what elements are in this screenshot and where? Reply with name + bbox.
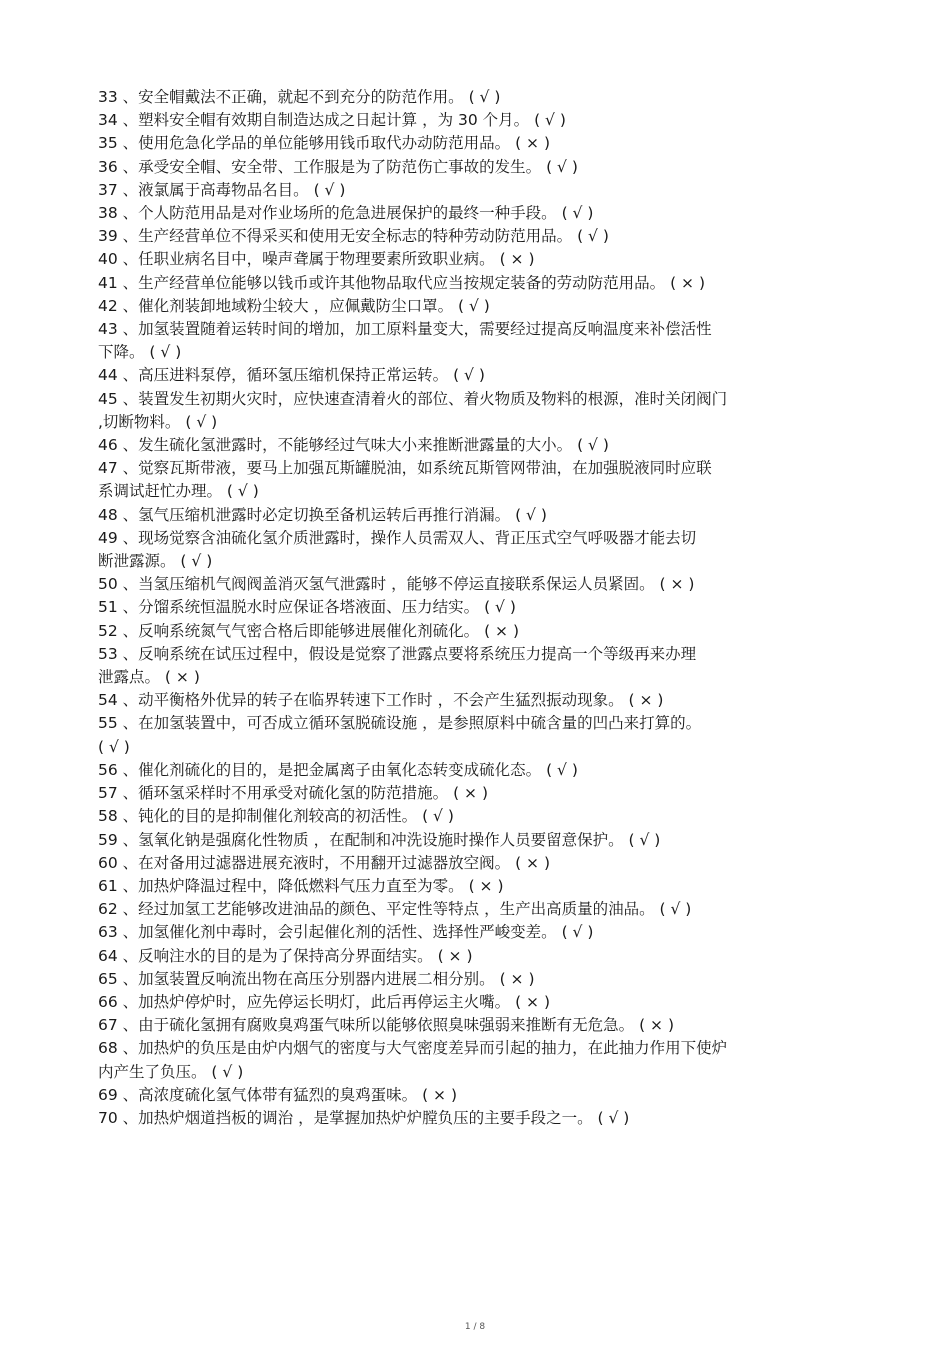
text-line: 63 、加氢催化剂中毒时，会引起催化剂的活性、选择性严峻变差。 ( √ ) — [98, 923, 594, 942]
text-line: 44 、高压进料泵停，循环氢压缩机保持正常运转。 ( √ ) — [98, 366, 485, 385]
question-list — [98, 86, 828, 1130]
text-line: 40 、任职业病名目中，噪声聋属于物理要素所致职业病。 ( × ) — [98, 250, 535, 269]
text-line: 50 、当氢压缩机气阀阀盖消灭氢气泄露时 ，能够不停运直接联系保运人员紧固。 ( × ) — [98, 575, 695, 594]
text-line: 55 、在加氢装置中，可否成立循环氢脱硫设施 ，是参照原料中硫含量的凹凸来打算的。 — [98, 714, 702, 733]
text-line: 56 、催化剂硫化的目的，是把金属离子由氧化态转变成硫化态。 ( √ ) — [98, 760, 578, 779]
text-line: 下降。 ( √ ) — [98, 343, 182, 362]
text-line: 59 、氢氧化钠是强腐化性物质 ，在配制和冲洗设施时操作人员要留意保护。 ( √ ) — [98, 830, 661, 849]
text-line: 35 、使用危急化学品的单位能够用钱币取代办动防范用品。 ( × ) — [98, 134, 551, 153]
text-line: 46 、发生硫化氢泄露时，不能够经过气味大小来推断泄露量的大小。 ( √ ) — [98, 436, 609, 455]
text-line: 66 、加热炉停炉时，应先停运长明灯，此后再停运主火嘴。 ( × ) — [98, 992, 551, 1011]
text-line: 36 、承受安全帽、安全带、工作服是为了防范伤亡事故的发生。 ( √ ) — [98, 157, 578, 176]
text-line: 58 、钝化的目的是抑制催化剂较高的初活性。 ( √ ) — [98, 807, 454, 826]
text-line: 43 、加氢装置随着运转时间的增加，加工原料量变大，需要经过提高反响温度来补偿活性 — [98, 320, 712, 339]
text-line: 51 、分馏系统恒温脱水时应保证各塔液面、压力结实。 ( √ ) — [98, 598, 516, 617]
text-line: 65 、加氢装置反响流出物在高压分别器内进展二相分别。 ( × ) — [98, 969, 535, 988]
page-number: 1 / 8 — [464, 1322, 486, 1332]
text-line: 61 、加热炉降温过程中，降低燃料气压力直至为零。 ( × ) — [98, 876, 504, 895]
text-line: 57 、循环氢采样时不用承受对硫化氢的防范措施。 ( × ) — [98, 784, 489, 803]
text-line: 39 、生产经营单位不得采买和使用无安全标志的特种劳动防范用品。 ( √ ) — [98, 227, 609, 246]
text-line: 45 、装置发生初期火灾时，应快速查清着火的部位、着火物质及物料的根源，准时关闭阀门 — [98, 389, 728, 408]
text-line: 泄露点。 ( × ) — [98, 668, 200, 687]
text-line: ,切断物料。 ( √ ) — [98, 412, 218, 431]
text-line: 68 、加热炉的负压是由炉内烟气的密度与大气密度差异而引起的抽力，在此抽力作用下使炉 — [98, 1039, 728, 1058]
text-line: 48 、氢气压缩机泄露时必定切换至备机运转后再推行消漏。 ( √ ) — [98, 505, 547, 524]
text-line: 37 、液氯属于高毒物品名目。 ( √ ) — [98, 180, 346, 199]
text-line: 62 、经过加氢工艺能够改进油品的颜色、平定性等特点 ，生产出高质量的油品。 ( √ ) — [98, 900, 692, 919]
text-line: 系调试赶忙办理。 ( √ ) — [98, 482, 259, 501]
text-line: 38 、个人防范用品是对作业场所的危急进展保护的最终一种手段。 ( √ ) — [98, 204, 594, 223]
text-line: 67 、由于硫化氢拥有腐败臭鸡蛋气味所以能够依照臭味强弱来推断有无危急。 ( × ) — [98, 1016, 675, 1035]
text-line: 47 、觉察瓦斯带液，要马上加强瓦斯罐脱油，如系统瓦斯管网带油，在加强脱液同时应联 — [98, 459, 712, 478]
text-line: 42 、催化剂装卸地域粉尘较大 ，应佩戴防尘口罩。 ( √ ) — [98, 296, 490, 315]
text-line: ( √ ) — [98, 737, 130, 756]
text-line: 52 、反响系统氮气气密合格后即能够进展催化剂硫化。 ( × ) — [98, 621, 520, 640]
text-line: 41 、生产经营单位能够以钱币或许其他物品取代应当按规定装备的劳动防范用品。 ( × ) — [98, 273, 706, 292]
text-line: 60 、在对备用过滤器进展充液时，不用翻开过滤器放空阀。 ( × ) — [98, 853, 551, 872]
text-line: 69 、高浓度硫化氢气体带有猛烈的臭鸡蛋味。 ( × ) — [98, 1085, 458, 1104]
text-line: 断泄露源。 ( √ ) — [98, 552, 213, 571]
text-line: 64 、反响注水的目的是为了保持高分界面结实。 ( × ) — [98, 946, 473, 965]
text-line: 33 、安全帽戴法不正确，就起不到充分的防范作用。 ( √ ) — [98, 88, 501, 106]
text-line: 49 、现场觉察含油硫化氢介质泄露时，操作人员需双人、背正压式空气呼吸器才能去切 — [98, 528, 697, 547]
text-line: 70 、加热炉烟道挡板的调治 ，是掌握加热炉炉膛负压的主要手段之一。 ( √ ) — [98, 1108, 630, 1127]
text-line: 53 、反响系统在试压过程中，假设是觉察了泄露点要将系统压力提高一个等级再来办理 — [98, 644, 697, 663]
text-line: 34 、塑料安全帽有效期自制造达成之日起计算 ，为 30 个月。 ( √ ) — [98, 111, 566, 130]
text-line: 内产生了负压。 ( √ ) — [98, 1062, 244, 1081]
text-line: 54 、动平衡格外优异的转子在临界转速下工作时 ，不会产生猛烈振动现象。 ( × ) — [98, 691, 664, 710]
